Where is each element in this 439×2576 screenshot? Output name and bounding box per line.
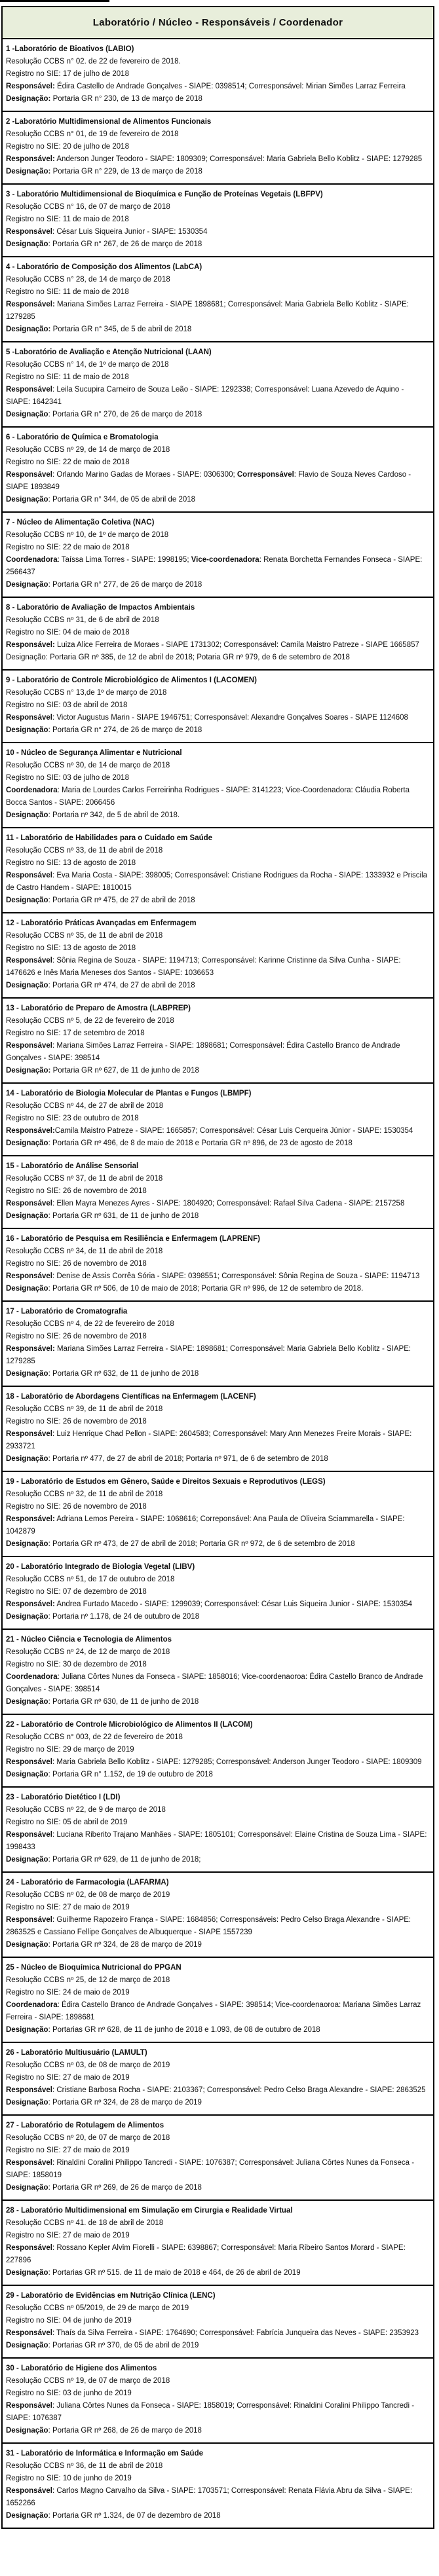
lab-entry-line: Registro no SIE: 22 de maio de 2018 [6,543,130,551]
lab-entry [3,1628,433,1714]
lab-entry-line: Designação: Portaria GR nº 506, de 10 de maio de 2018; Portaria GR nº 996, de 12 de setembro de 2018. [6,1285,364,1293]
lab-entry-line: Resolução CCBS nº 24, de 12 de março de 2018 [6,1648,170,1656]
lab-entry-line: Designação: Portarias GR nº 370, de 05 de abril de 2019 [6,2342,199,2349]
lab-entry [3,1386,433,1471]
lab-entry-line: Registro no SIE: 27 de maio de 2019 [6,1904,130,1911]
lab-entry-line: Responsável: Mariana Simões Larraz Ferreira - SIAPE: 1898681; Corresponsável: Maria Gabriela Bello Koblitz - SIAPE: 1279285 [6,1345,411,1365]
lab-entry-title: 11 - Laboratório de Habilidades para o Cuidado em Saúde [6,834,213,842]
lab-entry-line: Resolução CCBS nº 5, de 22 de fevereiro de 2018 [6,1017,174,1025]
lab-entry-line: Responsável: César Luis Siqueira Junior - SIAPE: 1530354 [6,228,208,236]
lab-entry [3,256,433,341]
lab-entry-line: Registro no SIE: 07 de dezembro de 2018 [6,1588,147,1596]
lab-entry [3,2042,433,2114]
lab-entry-line: Coordenadora: Maria de Lourdes Carlos Ferreirinha Rodrigues - SIAPE: 3141223; Vice-Coordenadora: Cláudia Roberta Bocca Santos - SIAPE: 2066456 [6,786,410,807]
lab-entry-line: Designação: Portaria GR nº 324, de 28 de março de 2019 [6,2099,202,2107]
lab-entry-line: Coordenadora: Juliana Côrtes Nunes da Fonseca - SIAPE: 1858016; Vice-coordenaoroa: Édira Castello Branco de Andrade Gonçalves - SIAPE: 398514 [6,1673,423,1693]
lab-entry-line: Registro no SIE: 24 de maio de 2019 [6,1989,130,1996]
lab-entry-line: Designação: Portaria GR nº 627, de 11 de junho de 2018 [6,1067,199,1075]
lab-entry-line: Designação: Portaria nº 1.178, de 24 de outubro de 2018 [6,1613,200,1621]
lab-entry-line: Designação: Portaria GR n° 1.152, de 19 de outubro de 2018 [6,1771,213,1778]
lab-entry-line: Resolução CCBS n° 16, de 07 de março de 2018 [6,203,170,211]
lab-entry [3,1228,433,1300]
lab-entry-title: 7 - Núcleo de Alimentação Coletiva (NAC) [6,519,155,526]
lab-entry-line: Resolução CCBS nº 22, de 9 de março de 2018 [6,1806,166,1814]
lab-entry-line: Resolução CCBS nº 51, de 17 de outubro de 2018 [6,1575,175,1583]
lab-entry-line: Designação: Portaria GR nº 630, de 11 de junho de 2018 [6,1698,199,1706]
lab-entry-line: Registro no SIE: 03 de junho de 2019 [6,2389,132,2397]
entries-container [3,39,433,2528]
lab-entry-line: Resolução CCBS nº 41. de 18 de abril de 2018 [6,2219,164,2227]
lab-entry-title: 17 - Laboratório de Cromatografia [6,1308,128,1316]
lab-entry-line: Resolução CCBS nº 39, de 11 de abril de 2018 [6,1405,163,1413]
lab-entry-line: Resolução CCBS n° 01, de 19 de fevereiro de 2018 [6,130,179,138]
lab-entry-line: Responsável: Mariana Simões Larraz Ferreira - SIAPE: 1898681; Corresponsável: Édira Castello Branco de Andrade Gonçalves - SIAPE: 398514 [6,1042,400,1062]
lab-entry-line: Responsável:Camila Maistro Patreze - SIAPE: 1665857; Corresponsável: César Luis Cerqueira Júnior - SIAPE: 1530354 [6,1127,413,1135]
lab-entry-line: Resolução CCBS nº 02, de 08 de março de 2019 [6,1891,170,1899]
lab-entry-title: 1 -Laboratório de Bioativos (LABIO) [6,45,134,53]
lab-entry [3,1556,433,1628]
lab-entry-line: Resolução CCBS nº 31, de 6 de abril de 2018 [6,616,159,624]
lab-entry-title: 18 - Laboratório de Abordagens Científicas na Enfermagem (LACENF) [6,1393,256,1401]
lab-entry-title: 2 -Laboratório Multidimensional de Alimentos Funcionais [6,118,212,126]
table-header-title: Laboratório / Núcleo - Responsáveis / Coordenador [3,7,433,39]
lab-entry-line: Designação: Portarias GR nº 515. de 11 de maio de 2018 e 464, de 26 de abril de 2019 [6,2269,301,2277]
lab-entry-line: Responsável: Victor Augustus Marin - SIAPE 1946751; Corresponsável: Alexandre Gonçalves Soares - SIAPE 1124608 [6,714,408,722]
lab-entry-line: Registro no SIE: 27 de maio de 2019 [6,2074,130,2082]
lab-entry-line: Registro no SIE: 11 de maio de 2018 [6,215,129,223]
lab-entry-line: Resolução CCBS nº 10, de 1º de março de 2018 [6,531,169,539]
lab-entry-line: Registro no SIE: 26 de novembro de 2018 [6,1503,147,1511]
lab-entry-line: Resolução CCBS nº 34, de 11 de abril de 2018 [6,1247,163,1255]
lab-entry-line: Designação: Portaria GR nº 632, de 11 de junho de 2018 [6,1370,199,1378]
top-border-segment [0,0,109,2]
lab-entry-line: Registro no SIE: 04 de junho de 2019 [6,2317,132,2325]
lab-entry-line: Responsável: Denise de Assis Corrêa Sória - SIAPE: 0398551; Corresponsável: Sônia Regina de Souza - SIAPE: 1194713 [6,1272,420,1280]
lab-entry [3,912,433,997]
lab-entry-title: 29 - Laboratório de Evidências em Nutrição Clínica (LENC) [6,2292,216,2300]
lab-entry-line: Resolução CCBS n° 28, de 14 de março de 2018 [6,276,170,284]
lab-entry-line: Resolução CCBS n° 003, de 22 de fevereiro de 2018 [6,1733,183,1741]
lab-entry-line: Registro no SIE: 11 de maio de 2018 [6,288,129,296]
lab-entry-line: Resolução CCBS nº 29, de 14 de março de 2018 [6,446,170,454]
lab-entry-line: Designação: Portaria GR nº 268, de 26 de março de 2018 [6,2427,202,2435]
lab-entry-title: 20 - Laboratório Integrado de Biologia Vegetal (LIBV) [6,1563,195,1571]
lab-entry-line: Designação: Portaria GR n° 230, de 13 de março de 2018 [6,95,202,103]
lab-entry-line: Registro no SIE: 26 de novembro de 2018 [6,1187,147,1195]
lab-entry-line: Responsável: Rossano Kepler Alvim Fiorelli - SIAPE: 6398867; Corresponsável: Maria Ribeiro Santos Morard - SIAPE: 227896 [6,2244,406,2264]
lab-entry-line: Resolução CCBS nº 36, de 11 de abril de 2018 [6,2462,163,2470]
lab-entry-line: Designação: Portarias GR nº 628, de 11 de junho de 2018 e 1.093, de 08 de outubro de 2018 [6,2026,320,2034]
lab-entry-line: Registro no SIE: 26 de novembro de 2018 [6,1333,147,1340]
lab-entry-line: Designação: Portaria GR nº 473, de 27 de abril de 2018; Portaria GR nº 972, de 6 de setembro de 2018 [6,1540,355,1548]
lab-entry-line: Registro no SIE: 04 de maio de 2018 [6,629,130,636]
lab-entry-title: 19 - Laboratório de Estudos em Gênero, Saúde e Direitos Sexuais e Reprodutivos (LEGS) [6,1478,326,1486]
lab-entry [3,2114,433,2199]
lab-entry-line: Registro no SIE: 29 de março de 2019 [6,1746,134,1754]
lab-entry-line: Responsável: Édira Castello de Andrade Gonçalves - SIAPE: 0398514; Corresponsável: Mirian Simões Larraz Ferreira [6,83,406,90]
lab-entry-line: Responsável: Luciana Riberito Trajano Manhães - SIAPE: 1805101; Corresponsável: Elaine Cristina de Souza Lima - SIAPE: 1998433 [6,1831,427,1851]
lab-entry-line: Resolução CCBS nº 4, de 22 de fevereiro de 2018 [6,1320,174,1328]
lab-entry-line: Registro no SIE: 26 de novembro de 2018 [6,1260,147,1268]
lab-entry-line: Resolução CCBS nº 25, de 12 de março de 2018 [6,1976,170,1984]
lab-entry-line: Coordenadora: Édira Castello Branco de Andrade Gonçalves - SIAPE: 398514; Vice-coordenaoroa: Mariana Simões Larraz Ferreira - SIAPE: 1898681 [6,2001,421,2021]
lab-entry-line: Designação: Portaria GR n° 270, de 26 de março de 2018 [6,411,202,418]
lab-entry-line: Responsável: Guilherme Rapozeiro França - SIAPE: 1684856; Corresponsáveis: Pedro Celso Braga Alexandre - SIAPE: 2863525 e Cassiano Fellipe Gonçalves de Albuquerque - SIAPE 1557239 [6,1916,411,1936]
lab-entry-title: 28 - Laboratório Multidimensional em Simulação em Cirurgia e Realidade Virtual [6,2207,293,2215]
lab-entry-line: Responsável: Mariana Simões Larraz Ferreira - SIAPE 1898681; Corresponsável: Maria Gabriela Bello Koblitz - SIAPE: 1279285 [6,301,409,321]
lab-entry-line: Responsável: Anderson Junger Teodoro - SIAPE: 1809309; Corresponsável: Maria Gabriela Bello Koblitz - SIAPE: 1279285 [6,155,423,163]
lab-entry-line: Registro no SIE: 22 de maio de 2018 [6,458,130,466]
lab-entry [3,827,433,912]
lab-entry-line: Registro no SIE: 13 de agosto de 2018 [6,859,136,867]
lab-entry [3,597,433,669]
lab-entry-line: Responsável: Luiza Alice Ferreira de Moraes - SIAPE 1731302; Corresponsável: Camila Maistro Patreze - SIAPE 1665857 [6,641,419,649]
lab-entry-line: Designação: Portaria nº 477, de 27 de abril de 2018; Portaria nº 971, de 6 de setembro de 2018 [6,1455,328,1463]
lab-entry-line: Responsável: Adriana Lemos Pereira - SIAPE: 1068616; Correponsável: Ana Paula de Oliveira Sciammarella - SIAPE: 1042879 [6,1515,405,1536]
lab-entry-line: Resolução CCBS nº 05/2019, de 29 de março de 2019 [6,2304,189,2312]
lab-entry-line: Responsável: Andrea Furtado Macedo - SIAPE: 1299039; Corresponsável: César Luis Siqueira Junior - SIAPE: 1530354 [6,1600,413,1608]
lab-entry-line: Resolução CCBS n° 14, de 1º de março de 2018 [6,361,169,369]
lab-entry-title: 22 - Laboratório de Controle Microbiológico de Alimentos II (LACOM) [6,1721,253,1729]
lab-entry-line: Resolução CCBS nº 33, de 11 de abril de 2018 [6,847,163,855]
lab-entry-line: Designação: Portaria GR n° 229, de 13 de março de 2018 [6,168,202,175]
lab-entry-title: 10 - Núcleo de Segurança Alimentar e Nutricional [6,749,182,757]
lab-entry-line: Responsável: Leila Sucupira Carneiro de Souza Leão - SIAPE: 1292338; Corresponsável: Luana Azevedo de Aquino - SIAPE: 1642341 [6,386,404,406]
lab-entry-line: Designação: Portaria GR nº 385, de 12 de abril de 2018; Potaria GR nº 979, de 6 de setembro de 2018 [6,653,350,661]
lab-entry [3,1786,433,1871]
lab-entry-line: Registro no SIE: 26 de novembro de 2018 [6,1418,147,1426]
lab-entry [3,341,433,426]
lab-entry [3,1957,433,2042]
lab-entry [3,997,433,1082]
lab-entry-line: Resolução CCBS nº 03, de 08 de março de 2019 [6,2061,170,2069]
lab-entry-line: Registro no SIE: 17 de julho de 2018 [6,70,129,78]
lab-entry-title: 15 - Laboratório de Análise Sensorial [6,1162,139,1170]
lab-entry-line: Resolução CCBS nº 20, de 07 de março de 2018 [6,2134,170,2142]
lab-entry-line: Registro no SIE: 03 de julho de 2018 [6,774,129,782]
lab-entry-line: Resolução CCBS nº 19, de 07 de março de 2018 [6,2377,170,2385]
lab-entry-line: Designação: Portaria GR nº 474, de 27 de abril de 2018 [6,982,195,989]
lab-entry-line: Registro no SIE: 30 de dezembro de 2018 [6,1661,147,1668]
lab-entry-line: Resolução CCBS n° 02. de 22 de fevereiro de 2018. [6,58,181,65]
lab-entry-line: Designação: Portaria GR n° 274, de 26 de março de 2018 [6,726,202,734]
lab-entry-title: 26 - Laboratório Multiusuário (LAMULT) [6,2049,147,2057]
lab-entry-line: Designação: Portaria GR nº 629, de 11 de junho de 2018; [6,1856,201,1864]
lab-entry-title: 16 - Laboratório de Pesquisa em Resiliência e Enfermagem (LAPRENF) [6,1235,260,1243]
lab-entry [3,2285,433,2357]
lab-entry-title: 30 - Laboratório de Higiene dos Alimentos [6,2364,157,2372]
lab-entry [3,1155,433,1228]
lab-entry-title: 8 - Laboratório de Avaliação de Impactos Ambientais [6,604,195,612]
lab-entry [3,1082,433,1155]
lab-entry-line: Registro no SIE: 27 de maio de 2019 [6,2232,130,2239]
lab-entry [3,183,433,256]
lab-entry [3,1871,433,1957]
lab-entry-line: Resolução CCBS nº 30, de 14 de março de 2018 [6,762,170,769]
lab-entry [3,39,433,111]
lab-entry-line: Designação: Portaria GR n° 267, de 26 de março de 2018 [6,240,202,248]
lab-entry-line: Registro no SIE: 27 de maio de 2019 [6,2146,130,2154]
lab-entry-title: 23 - Laboratório Dietético I (LDI) [6,1794,121,1801]
lab-entry [3,426,433,511]
lab-entry-line: Designação: Portaria GR nº 475, de 27 de abril de 2018 [6,896,195,904]
labs-table [1,6,434,2529]
lab-entry [3,1714,433,1786]
lab-entry-line: Designação: Portaria nº 342, de 5 de abril de 2018. [6,811,180,819]
lab-entry-title: 3 - Laboratório Multidimensional de Bioquímica e Função de Proteínas Vegetais (LBFPV) [6,191,323,198]
lab-entry-line: Responsável: Eva Maria Costa - SIAPE: 398005; Corresponsável: Cristiane Rodrigues da Rocha - SIAPE: 1333932 e Priscila de Castro Handem - SIAPE: 1810015 [6,872,428,892]
lab-entry-title: 27 - Laboratório de Rotulagem de Alimentos [6,2122,164,2129]
lab-entry-title: 31 - Laboratório de Informática e Informação em Saúde [6,2450,203,2457]
lab-entry-line: Responsável: Rinaldini Coralini Philippo Tancredi - SIAPE: 1076387; Corresponsável: Juliana Côrtes Nunes da Fonseca - SIAPE: 1858019 [6,2159,415,2179]
lab-entry-line: Resolução CCBS nº 35, de 11 de abril de 2018 [6,932,163,940]
lab-entry-line: Registro no SIE: 20 de julho de 2018 [6,143,129,151]
lab-entry-line: Responsável: Juliana Côrtes Nunes da Fonseca - SIAPE: 1858019; Corresponsável: Rinaldini Coralini Philippo Tancredi - SIAPE: 1076387 [6,2402,415,2422]
lab-entry-title: 13 - Laboratório de Preparo de Amostra (LABPREP) [6,1004,191,1012]
lab-entry [3,2357,433,2442]
lab-entry-line: Designação: Portaria GR nº 269, de 26 de março de 2018 [6,2184,202,2192]
lab-entry-line: Resolução CCBS nº 37, de 11 de abril de 2018 [6,1175,163,1183]
lab-entry-line: Resolução CCBS nº 44, de 27 de abril de 2018 [6,1102,164,1110]
lab-entry-line: Designação: Portaria GR nº 631, de 11 de junho de 2018 [6,1212,199,1220]
lab-entry-line: Resolução CCBS nº 32, de 11 de abril de 2018 [6,1490,163,1498]
lab-entry-line: Registro no SIE: 10 de junho de 2019 [6,2475,132,2482]
lab-entry-line: Registro no SIE: 03 de abril de 2018 [6,701,128,709]
lab-entry-line: Responsável: Ellen Mayra Menezes Ayres - SIAPE: 1804920; Corresponsável: Rafael Silva Cadena - SIAPE: 2157258 [6,1200,405,1207]
lab-entry-line: Responsável: Orlando Marino Gadas de Moraes - SIAPE: 0306300; Corresponsável: Flavio de Souza Neves Cardoso - SIAPE 1893849 [6,471,411,491]
lab-entry-title: 14 - Laboratório de Biologia Molecular de Plantas e Fungos (LBMPF) [6,1090,252,1097]
lab-entry-line: Designação: Portaria GR n° 277, de 26 de março de 2018 [6,581,202,589]
lab-entry-title: 21 - Núcleo Ciência e Tecnologia de Alimentos [6,1636,172,1644]
lab-entry-title: 5 -Laboratório de Avaliação e Atenção Nutricional (LAAN) [6,348,212,356]
lab-entry-line: Designação: Portaria GR n° 344, de 05 de abril de 2018 [6,496,196,504]
lab-entry-line: Responsável: Luiz Henrique Chad Pellon - SIAPE: 2604583; Corresponsável: Mary Ann Menezes Freire Morais - SIAPE: 2933721 [6,1430,412,1450]
lab-entry-title: 4 - Laboratório de Composição dos Alimentos (LabCA) [6,263,202,271]
lab-entry [3,742,433,827]
lab-entry-line: Designação: Portaria GR nº 324, de 28 de março de 2019 [6,1941,202,1949]
lab-entry-line: Responsável: Maria Gabriela Bello Koblitz - SIAPE: 1279285; Corresponsável: Anderson Junger Teodoro - SIAPE: 1809309 [6,1758,422,1766]
lab-entry-line: Registro no SIE: 11 de maio de 2018 [6,373,129,381]
lab-entry-line: Responsável: Sônia Regina de Souza - SIAPE: 1194713; Corresponsável: Karinne Cristinne da Silva Cunha - SIAPE: 1476626 e Inês Maria Meneses dos Santos - SIAPE: 1036653 [6,957,401,977]
lab-entry [3,2442,433,2528]
lab-entry-line: Responsável: Cristiane Barbosa Rocha - SIAPE: 2103367; Corresponsável: Pedro Celso Braga Alexandre - SIAPE: 2863525 [6,2086,426,2094]
lab-entry-title: 25 - Núcleo de Bioquímica Nutricional do PPGAN [6,1964,181,1972]
lab-entry [3,1471,433,1556]
lab-entry [3,2199,433,2285]
lab-entry-title: 12 - Laboratório Práticas Avançadas em Enfermagem [6,919,197,927]
lab-entry-line: Designação: Portaria GR nº 1.324, de 07 de dezembro de 2018 [6,2512,221,2520]
lab-entry-line: Registro no SIE: 23 de outubro de 2018 [6,1114,139,1122]
lab-entry [3,669,433,742]
lab-entry [3,111,433,183]
lab-entry-line: Responsável: Carlos Magno Carvalho da Silva - SIAPE: 1703571; Corresponsável: Renata Flávia Abru da Silva - SIAPE: 1652266 [6,2487,413,2507]
lab-entry-line: Registro no SIE: 05 de abril de 2019 [6,1818,128,1826]
lab-entry-line: Coordenadora: Taíssa Lima Torres - SIAPE: 1998195; Vice-coordenadora: Renata Borchetta Fernandes Fonseca - SIAPE: 2566437 [6,556,423,576]
lab-entry-title: 9 - Laboratório de Controle Microbiológico de Alimentos I (LACOMEN) [6,676,257,684]
lab-entry-line: Registro no SIE: 13 de agosto de 2018 [6,944,136,952]
lab-entry-title: 24 - Laboratório de Farmacologia (LAFARMA) [6,1879,169,1886]
lab-entry [3,1300,433,1386]
lab-entry-line: Registro no SIE: 17 de setembro de 2018 [6,1029,145,1037]
lab-entry-line: Responsável: Thaís da Silva Ferreira - SIAPE: 1764690; Corresponsável: Fabrícia Junqueira das Neves - SIAPE: 2353923 [6,2329,419,2337]
lab-entry-title: 6 - Laboratório de Química e Bromatologia [6,433,159,441]
lab-entry-line: Designação: Portaria GR n° 345, de 5 de abril de 2018 [6,325,192,333]
lab-entry-line: Designação: Portaria GR nº 496, de 8 de maio de 2018 e Portaria GR nº 896, de 23 de agosto de 2018 [6,1139,353,1147]
lab-entry-line: Resolução CCBS n° 13,de 1º de março de 2018 [6,689,167,697]
lab-entry [3,511,433,597]
